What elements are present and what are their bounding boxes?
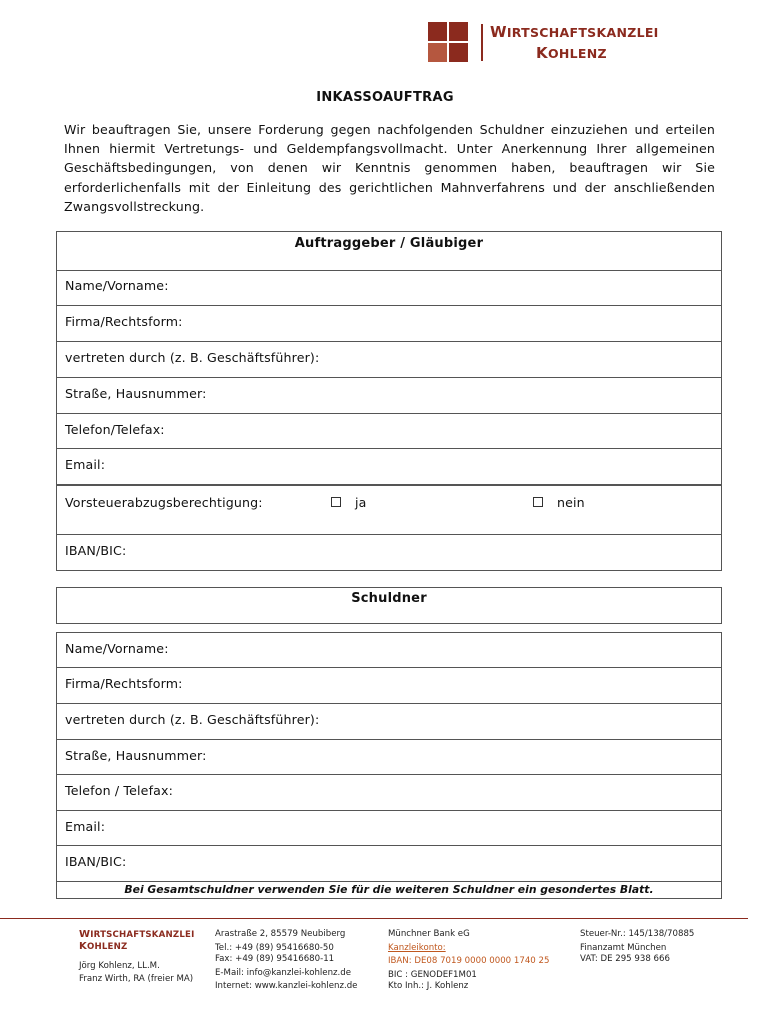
creditor-street-field[interactable]: Straße, Hausnummer: bbox=[56, 378, 722, 414]
footer-tax-number: Steuer-Nr.: 145/138/70885 bbox=[580, 929, 695, 939]
footer-brand: WIRTSCHAFTSKANZLEI KOHLENZ bbox=[79, 929, 195, 952]
logo-mark-icon bbox=[428, 22, 472, 62]
company-logo bbox=[428, 22, 658, 64]
vat-label: Vorsteuerabzugsberechtigung: bbox=[65, 495, 263, 510]
footer-fax: Fax: +49 (89) 95416680-11 bbox=[215, 954, 335, 964]
footer-account-label: Kanzleikonto: bbox=[388, 942, 446, 953]
logo-separator bbox=[481, 24, 483, 61]
debtor-heading: Schuldner bbox=[351, 591, 427, 606]
footer-website[interactable]: Internet: www.kanzlei-kohlenz.de bbox=[215, 981, 358, 991]
vat-no-checkbox[interactable] bbox=[533, 497, 543, 507]
vat-no-option[interactable]: nein bbox=[533, 495, 585, 510]
footer-iban: IBAN: DE08 7019 0000 0000 1740 25 bbox=[388, 956, 550, 966]
debtor-email-field[interactable]: Email: bbox=[56, 811, 722, 846]
footer-tax-column bbox=[580, 929, 730, 966]
creditor-heading-box bbox=[56, 231, 722, 271]
footer-brand-column bbox=[79, 929, 209, 985]
creditor-heading: Auftraggeber / Gläubiger bbox=[294, 236, 484, 251]
debtor-representative-field[interactable]: vertreten durch (z. B. Geschäftsführer): bbox=[56, 704, 722, 740]
footer-person-2: Franz Wirth, RA (freier MA) bbox=[79, 973, 194, 984]
debtor-company-field[interactable]: Firma/Rechtsform: bbox=[56, 668, 722, 704]
creditor-email-field[interactable]: Email: bbox=[56, 449, 722, 485]
debtor-phone-field[interactable]: Telefon / Telefax: bbox=[56, 775, 722, 811]
document-title: INKASSOAUFTRAG bbox=[316, 90, 454, 105]
footer-contact-column bbox=[215, 929, 385, 993]
vat-yes-option[interactable]: ja bbox=[331, 495, 367, 510]
footer-bank: Münchner Bank eG bbox=[388, 929, 470, 939]
creditor-name-field[interactable]: Name/Vorname: bbox=[56, 270, 722, 306]
debtor-iban-field[interactable]: IBAN/BIC: bbox=[56, 846, 722, 882]
debtor-street-field[interactable]: Straße, Hausnummer: bbox=[56, 740, 722, 775]
creditor-company-field[interactable]: Firma/Rechtsform: bbox=[56, 306, 722, 342]
creditor-vat-row bbox=[56, 485, 722, 535]
footer-bic: BIC : GENODEF1M01 bbox=[388, 969, 477, 980]
footer-account-holder: Kto Inh.: J. Kohlenz bbox=[388, 981, 469, 991]
intro-paragraph: Wir beauftragen Sie, unsere Forderung gegen nachfolgenden Schuldner einzuziehen und erteilen Ihnen hiermit Vertretungs- und Geldempfangsvollmacht. Unter Anerkennung Ihrer allgemeinen Geschäftsbedingungen, von denen wir Kenntnis genommen haben, beauftragen wir Sie erforderlichenfalls mit der Einleitung des gerichtlichen Mahnverfahrens und der anschließenden Zwangsvollstreckung. bbox=[64, 122, 715, 214]
debtor-heading-box bbox=[56, 587, 722, 624]
footer-tax-office: Finanzamt München bbox=[580, 942, 667, 953]
footer-address: Arastraße 2, 85579 Neubiberg bbox=[215, 929, 346, 939]
creditor-representative-field[interactable]: vertreten durch (z. B. Geschäftsführer): bbox=[56, 342, 722, 378]
footer-email[interactable]: E-Mail: info@kanzlei-kohlenz.de bbox=[215, 967, 352, 978]
footer-vat: VAT: DE 295 938 666 bbox=[580, 954, 670, 964]
debtor-name-field[interactable]: Name/Vorname: bbox=[56, 632, 722, 668]
footer-bank-column bbox=[388, 929, 568, 993]
creditor-iban-field[interactable]: IBAN/BIC: bbox=[56, 535, 722, 571]
footer-divider bbox=[0, 918, 748, 919]
logo-wordmark: WIRTSCHAFTSKANZLEI KOHLENZ bbox=[490, 23, 659, 62]
footer-person-1: Jörg Kohlenz, LL.M. bbox=[79, 961, 160, 971]
joint-debtor-note: Bei Gesamtschuldner verwenden Sie für die weiteren Schuldner ein gesondertes Blatt. bbox=[56, 881, 722, 899]
vat-yes-checkbox[interactable] bbox=[331, 497, 341, 507]
footer-tel: Tel.: +49 (89) 95416680-50 bbox=[215, 942, 334, 953]
creditor-phone-field[interactable]: Telefon/Telefax: bbox=[56, 414, 722, 449]
